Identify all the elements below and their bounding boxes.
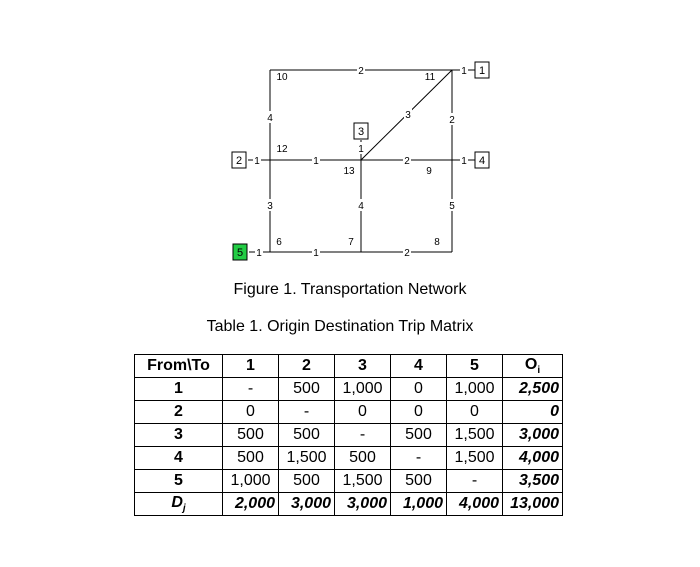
zone-2: 2 xyxy=(235,155,243,167)
column-header: 1 xyxy=(223,355,279,378)
table-caption: Table 1. Origin Destination Trip Matrix xyxy=(206,318,474,335)
destination-total: 3,000 xyxy=(335,493,391,516)
trip-cell: - xyxy=(447,470,503,493)
trip-cell: - xyxy=(391,447,447,470)
trip-cell: 1,000 xyxy=(447,378,503,401)
trip-cell: 1,500 xyxy=(335,470,391,493)
node-6: 6 xyxy=(276,237,282,248)
trip-cell: 0 xyxy=(223,401,279,424)
trip-cell: 500 xyxy=(391,470,447,493)
destination-total: 13,000 xyxy=(503,493,563,516)
column-header: 3 xyxy=(335,355,391,378)
node-11: 11 xyxy=(424,72,436,83)
link-cost-10-11: 2 xyxy=(358,66,364,77)
column-header: 2 xyxy=(279,355,335,378)
destination-total-row xyxy=(135,493,563,516)
destination-total: 3,000 xyxy=(279,493,335,516)
table-row xyxy=(135,424,563,447)
trip-cell: - xyxy=(279,401,335,424)
node-12: 12 xyxy=(276,144,288,155)
origin-total: 3,000 xyxy=(503,424,563,447)
trip-cell: 1,500 xyxy=(447,447,503,470)
table-row xyxy=(135,447,563,470)
trip-cell: 1,500 xyxy=(279,447,335,470)
node-13: 13 xyxy=(343,166,355,177)
row-header: 4 xyxy=(135,447,223,470)
od-trip-matrix xyxy=(134,354,563,516)
trip-cell: 500 xyxy=(279,470,335,493)
destination-total: 2,000 xyxy=(223,493,279,516)
link-cost-13-11: 3 xyxy=(405,110,411,121)
trip-cell: 1,000 xyxy=(335,378,391,401)
trip-cell: 1,500 xyxy=(447,424,503,447)
trip-cell: 500 xyxy=(279,378,335,401)
trip-cell: 0 xyxy=(335,401,391,424)
trip-cell: 0 xyxy=(391,401,447,424)
figure-caption: Figure 1. Transportation Network xyxy=(233,281,467,298)
link-cost-11-9: 2 xyxy=(449,115,455,126)
row-header: 1 xyxy=(135,378,223,401)
column-header: 5 xyxy=(447,355,503,378)
trip-cell: 500 xyxy=(335,447,391,470)
column-header: $O_i$ xyxy=(503,355,563,378)
transportation-network-diagram xyxy=(0,0,700,280)
zone-4: 4 xyxy=(478,155,486,167)
link-cost-11-1: 1 xyxy=(461,66,467,77)
origin-total: 3,500 xyxy=(503,470,563,493)
row-header: 5 xyxy=(135,470,223,493)
dj-label: $D_j$ xyxy=(135,493,223,516)
column-header: 4 xyxy=(391,355,447,378)
link-cost-6-7: 1 xyxy=(313,248,319,259)
zone-3: 3 xyxy=(357,126,365,138)
link-cost-12-6: 3 xyxy=(267,201,273,212)
link-cost-3-13: 1 xyxy=(358,144,364,155)
row-header: 3 xyxy=(135,424,223,447)
origin-total: 0 xyxy=(503,401,563,424)
trip-cell: - xyxy=(335,424,391,447)
link-cost-13-7: 4 xyxy=(358,201,364,212)
origin-total: 4,000 xyxy=(503,447,563,470)
origin-total: 2,500 xyxy=(503,378,563,401)
link-cost-9-8: 5 xyxy=(449,201,455,212)
link-cost-10-12: 4 xyxy=(267,113,273,124)
trip-cell: 0 xyxy=(447,401,503,424)
destination-total: 1,000 xyxy=(391,493,447,516)
trip-cell: 0 xyxy=(391,378,447,401)
trip-cell: 500 xyxy=(223,447,279,470)
trip-cell: - xyxy=(223,378,279,401)
link-cost-5-6: 1 xyxy=(256,248,262,259)
trip-cell: 500 xyxy=(279,424,335,447)
node-9: 9 xyxy=(426,166,432,177)
node-8: 8 xyxy=(434,237,440,248)
row-header: 2 xyxy=(135,401,223,424)
table-row xyxy=(135,470,563,493)
link-cost-2-12: 1 xyxy=(254,156,260,167)
node-7: 7 xyxy=(348,237,354,248)
trip-cell: 500 xyxy=(223,424,279,447)
zone-5: 5 xyxy=(236,247,244,259)
table-header-row xyxy=(135,355,563,378)
corner-header: From\To xyxy=(135,355,223,378)
table-row xyxy=(135,378,563,401)
trip-cell: 500 xyxy=(391,424,447,447)
node-10: 10 xyxy=(276,72,288,83)
destination-total: 4,000 xyxy=(447,493,503,516)
trip-cell: 1,000 xyxy=(223,470,279,493)
table-row xyxy=(135,401,563,424)
link-cost-12-13: 1 xyxy=(313,156,319,167)
link-cost-7-8: 2 xyxy=(404,248,410,259)
zone-1: 1 xyxy=(478,65,486,77)
link-cost-9-4: 1 xyxy=(461,156,467,167)
link-cost-13-9: 2 xyxy=(404,156,410,167)
